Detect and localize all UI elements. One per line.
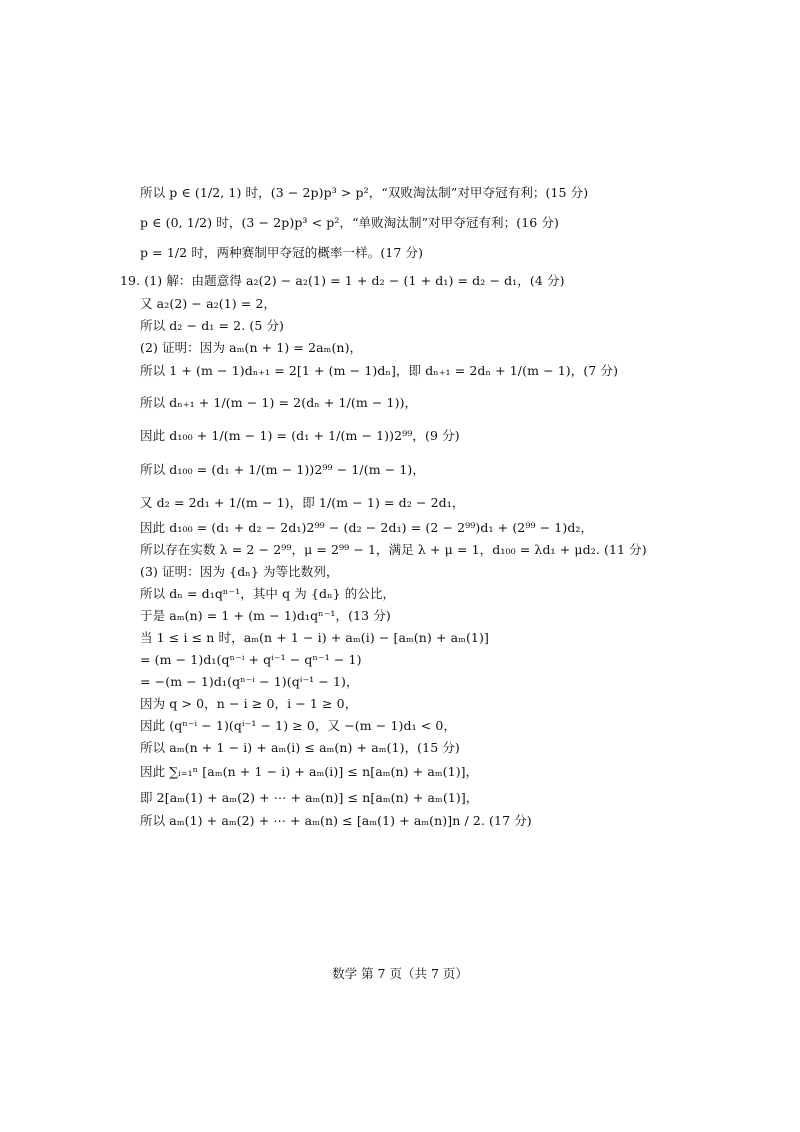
text-line: 又 a₂(2) − a₂(1) = 2， bbox=[140, 296, 277, 311]
text-line: 所以 dₙ₊₁ + 1/(m − 1) = 2(dₙ + 1/(m − 1))， bbox=[140, 395, 418, 410]
text-line: p = 1/2 时，两种赛制甲夺冠的概率一样。(17 分) bbox=[140, 245, 424, 260]
text-line: 所以存在实数 λ = 2 − 2⁹⁹，μ = 2⁹⁹ − 1，满足 λ + μ = 1，d₁₀₀ = λd₁ + μd₂. (11 分) bbox=[140, 542, 647, 557]
text-line: 所以 d₂ − d₁ = 2. (5 分) bbox=[140, 318, 285, 333]
text-line: 即 2[aₘ(1) + aₘ(2) + ⋯ + aₘ(n)] ≤ n[aₘ(n) + aₘ(1)]， bbox=[140, 790, 479, 805]
text-line: (2) 证明：因为 aₘ(n + 1) = 2aₘ(n)， bbox=[140, 340, 363, 355]
text-line: 因为 q > 0，n − i ≥ 0，i − 1 ≥ 0， bbox=[140, 696, 358, 711]
text-line: = (m − 1)d₁(qⁿ⁻ⁱ + qⁱ⁻¹ − qⁿ⁻¹ − 1) bbox=[140, 652, 362, 667]
text-line: = −(m − 1)d₁(qⁿ⁻ⁱ − 1)(qⁱ⁻¹ − 1)， bbox=[140, 674, 359, 689]
text-line: 所以 dₙ = d₁qⁿ⁻¹，其中 q 为 {dₙ} 的公比， bbox=[140, 586, 396, 601]
question-19-line: 19. (1) 解：由题意得 a₂(2) − a₂(1) = 1 + d₂ − (1 + d₁) = d₂ − d₁，(4 分) bbox=[120, 273, 565, 288]
text-line: 因此 ∑ᵢ₌₁ⁿ [aₘ(n + 1 − i) + aₘ(i)] ≤ n[aₘ(n) + aₘ(1)]， bbox=[140, 764, 479, 779]
text-line: 所以 aₘ(n + 1 − i) + aₘ(i) ≤ aₘ(n) + aₘ(1)，(15 分) bbox=[140, 740, 460, 755]
text-line: p ∈ (0, 1/2) 时，(3 − 2p)p³ < p²，“单败淘汰制”对甲夺冠有利；(16 分) bbox=[140, 215, 559, 230]
text-line: 因此 (qⁿ⁻ⁱ − 1)(qⁱ⁻¹ − 1) ≥ 0，又 −(m − 1)d₁ < 0， bbox=[140, 718, 457, 733]
text-line: 所以 aₘ(1) + aₘ(2) + ⋯ + aₘ(n) ≤ [aₘ(1) + aₘ(n)]n / 2. (17 分) bbox=[140, 813, 532, 828]
text-line: 因此 d₁₀₀ = (d₁ + d₂ − 2d₁)2⁹⁹ − (d₂ − 2d₁) = (2 − 2⁹⁹)d₁ + (2⁹⁹ − 1)d₂， bbox=[140, 520, 594, 535]
text-line: 所以 p ∈ (1/2, 1) 时，(3 − 2p)p³ > p²，“双败淘汰制”对甲夺冠有利；(15 分) bbox=[140, 185, 589, 200]
page-footer: 数学 第 7 页（共 7 页） bbox=[332, 966, 468, 981]
text-line: 于是 aₘ(n) = 1 + (m − 1)d₁qⁿ⁻¹，(13 分) bbox=[140, 608, 391, 623]
text-line: 所以 1 + (m − 1)dₙ₊₁ = 2[1 + (m − 1)dₙ]，即 dₙ₊₁ = 2dₙ + 1/(m − 1)，(7 分) bbox=[140, 363, 619, 378]
text-line: (3) 证明：因为 {dₙ} 为等比数列， bbox=[140, 564, 339, 579]
text-line: 因此 d₁₀₀ + 1/(m − 1) = (d₁ + 1/(m − 1))2⁹⁹，(9 分) bbox=[140, 428, 460, 443]
text-line: 所以 d₁₀₀ = (d₁ + 1/(m − 1))2⁹⁹ − 1/(m − 1)， bbox=[140, 462, 425, 477]
text-line: 当 1 ≤ i ≤ n 时，aₘ(n + 1 − i) + aₘ(i) − [aₘ(n) + aₘ(1)] bbox=[140, 630, 489, 645]
text-line: 又 d₂ = 2d₁ + 1/(m − 1)，即 1/(m − 1) = d₂ − 2d₁， bbox=[140, 495, 465, 510]
